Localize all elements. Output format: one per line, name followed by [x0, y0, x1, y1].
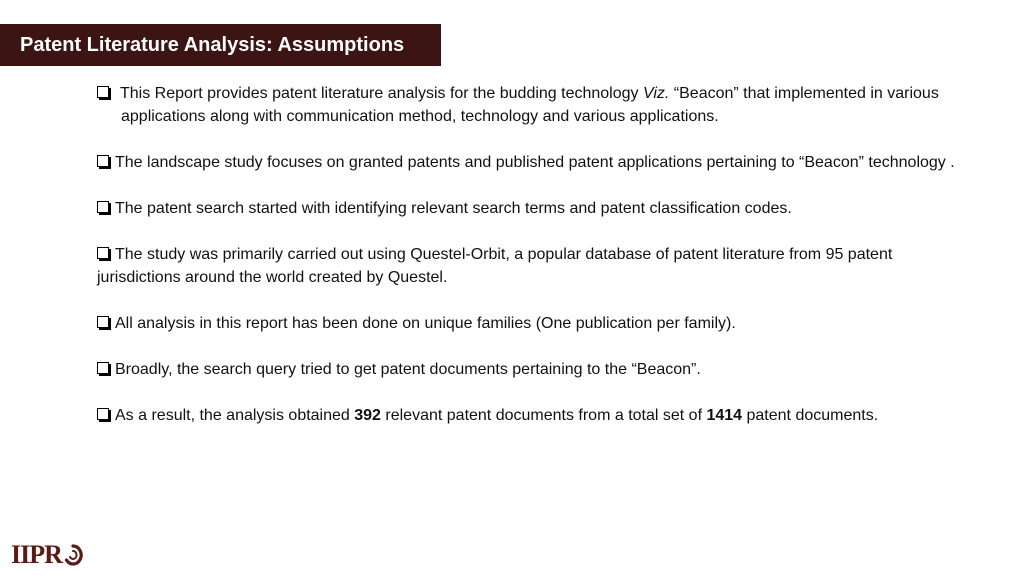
bullet-item	[97, 197, 957, 220]
bullet-text: Broadly, the search query tried to get patent documents pertaining to the “Beacon”.	[115, 361, 701, 378]
checkbox-bullet-icon	[97, 247, 109, 259]
bullet-text: The study was primarily carried out using Questel-Orbit, a popular database of patent literature from 95 patent jurisdictions around the world created by Questel.	[97, 246, 893, 286]
bullet-text: All analysis in this report has been done on unique families (One publication per family).	[115, 315, 736, 332]
bullet-text: The landscape study focuses on granted patents and published patent applications pertaining to “Beacon” technology .	[115, 154, 955, 171]
bullet-item	[97, 312, 957, 335]
bullet-item	[97, 404, 957, 427]
bullet-text: This Report provides patent literature analysis for the budding technology	[120, 85, 643, 102]
bullet-item	[97, 243, 957, 289]
bullet-item	[97, 82, 957, 128]
page-title: Patent Literature Analysis: Assumptions	[20, 33, 405, 56]
checkbox-bullet-icon	[97, 362, 109, 374]
logo-text: IIPR	[11, 540, 62, 569]
bullet-text: The patent search started with identifying relevant search terms and patent classification codes.	[115, 200, 792, 217]
bullet-bold-value: 392	[354, 407, 381, 424]
bullet-text: “Beacon” that implemented in various applications along with communication method, technology and various applications.	[121, 85, 939, 125]
checkbox-bullet-icon	[97, 155, 109, 167]
bullet-item	[97, 358, 957, 381]
logo	[11, 540, 83, 570]
bullet-text: As a result, the analysis obtained	[115, 407, 355, 424]
checkbox-bullet-icon	[97, 86, 109, 98]
bullet-bold-value: 1414	[706, 407, 743, 424]
title-bar	[0, 24, 441, 66]
checkbox-bullet-icon	[97, 408, 109, 420]
bullet-italic-text: Viz.	[642, 85, 670, 102]
bullet-text: relevant patent documents from a total set of	[380, 407, 707, 424]
checkbox-bullet-icon	[97, 316, 109, 328]
bullet-text: patent documents.	[742, 407, 879, 424]
checkbox-bullet-icon	[97, 201, 109, 213]
bullet-item	[97, 151, 957, 174]
logo-swirl-icon	[63, 543, 83, 567]
bullet-list	[97, 82, 957, 450]
